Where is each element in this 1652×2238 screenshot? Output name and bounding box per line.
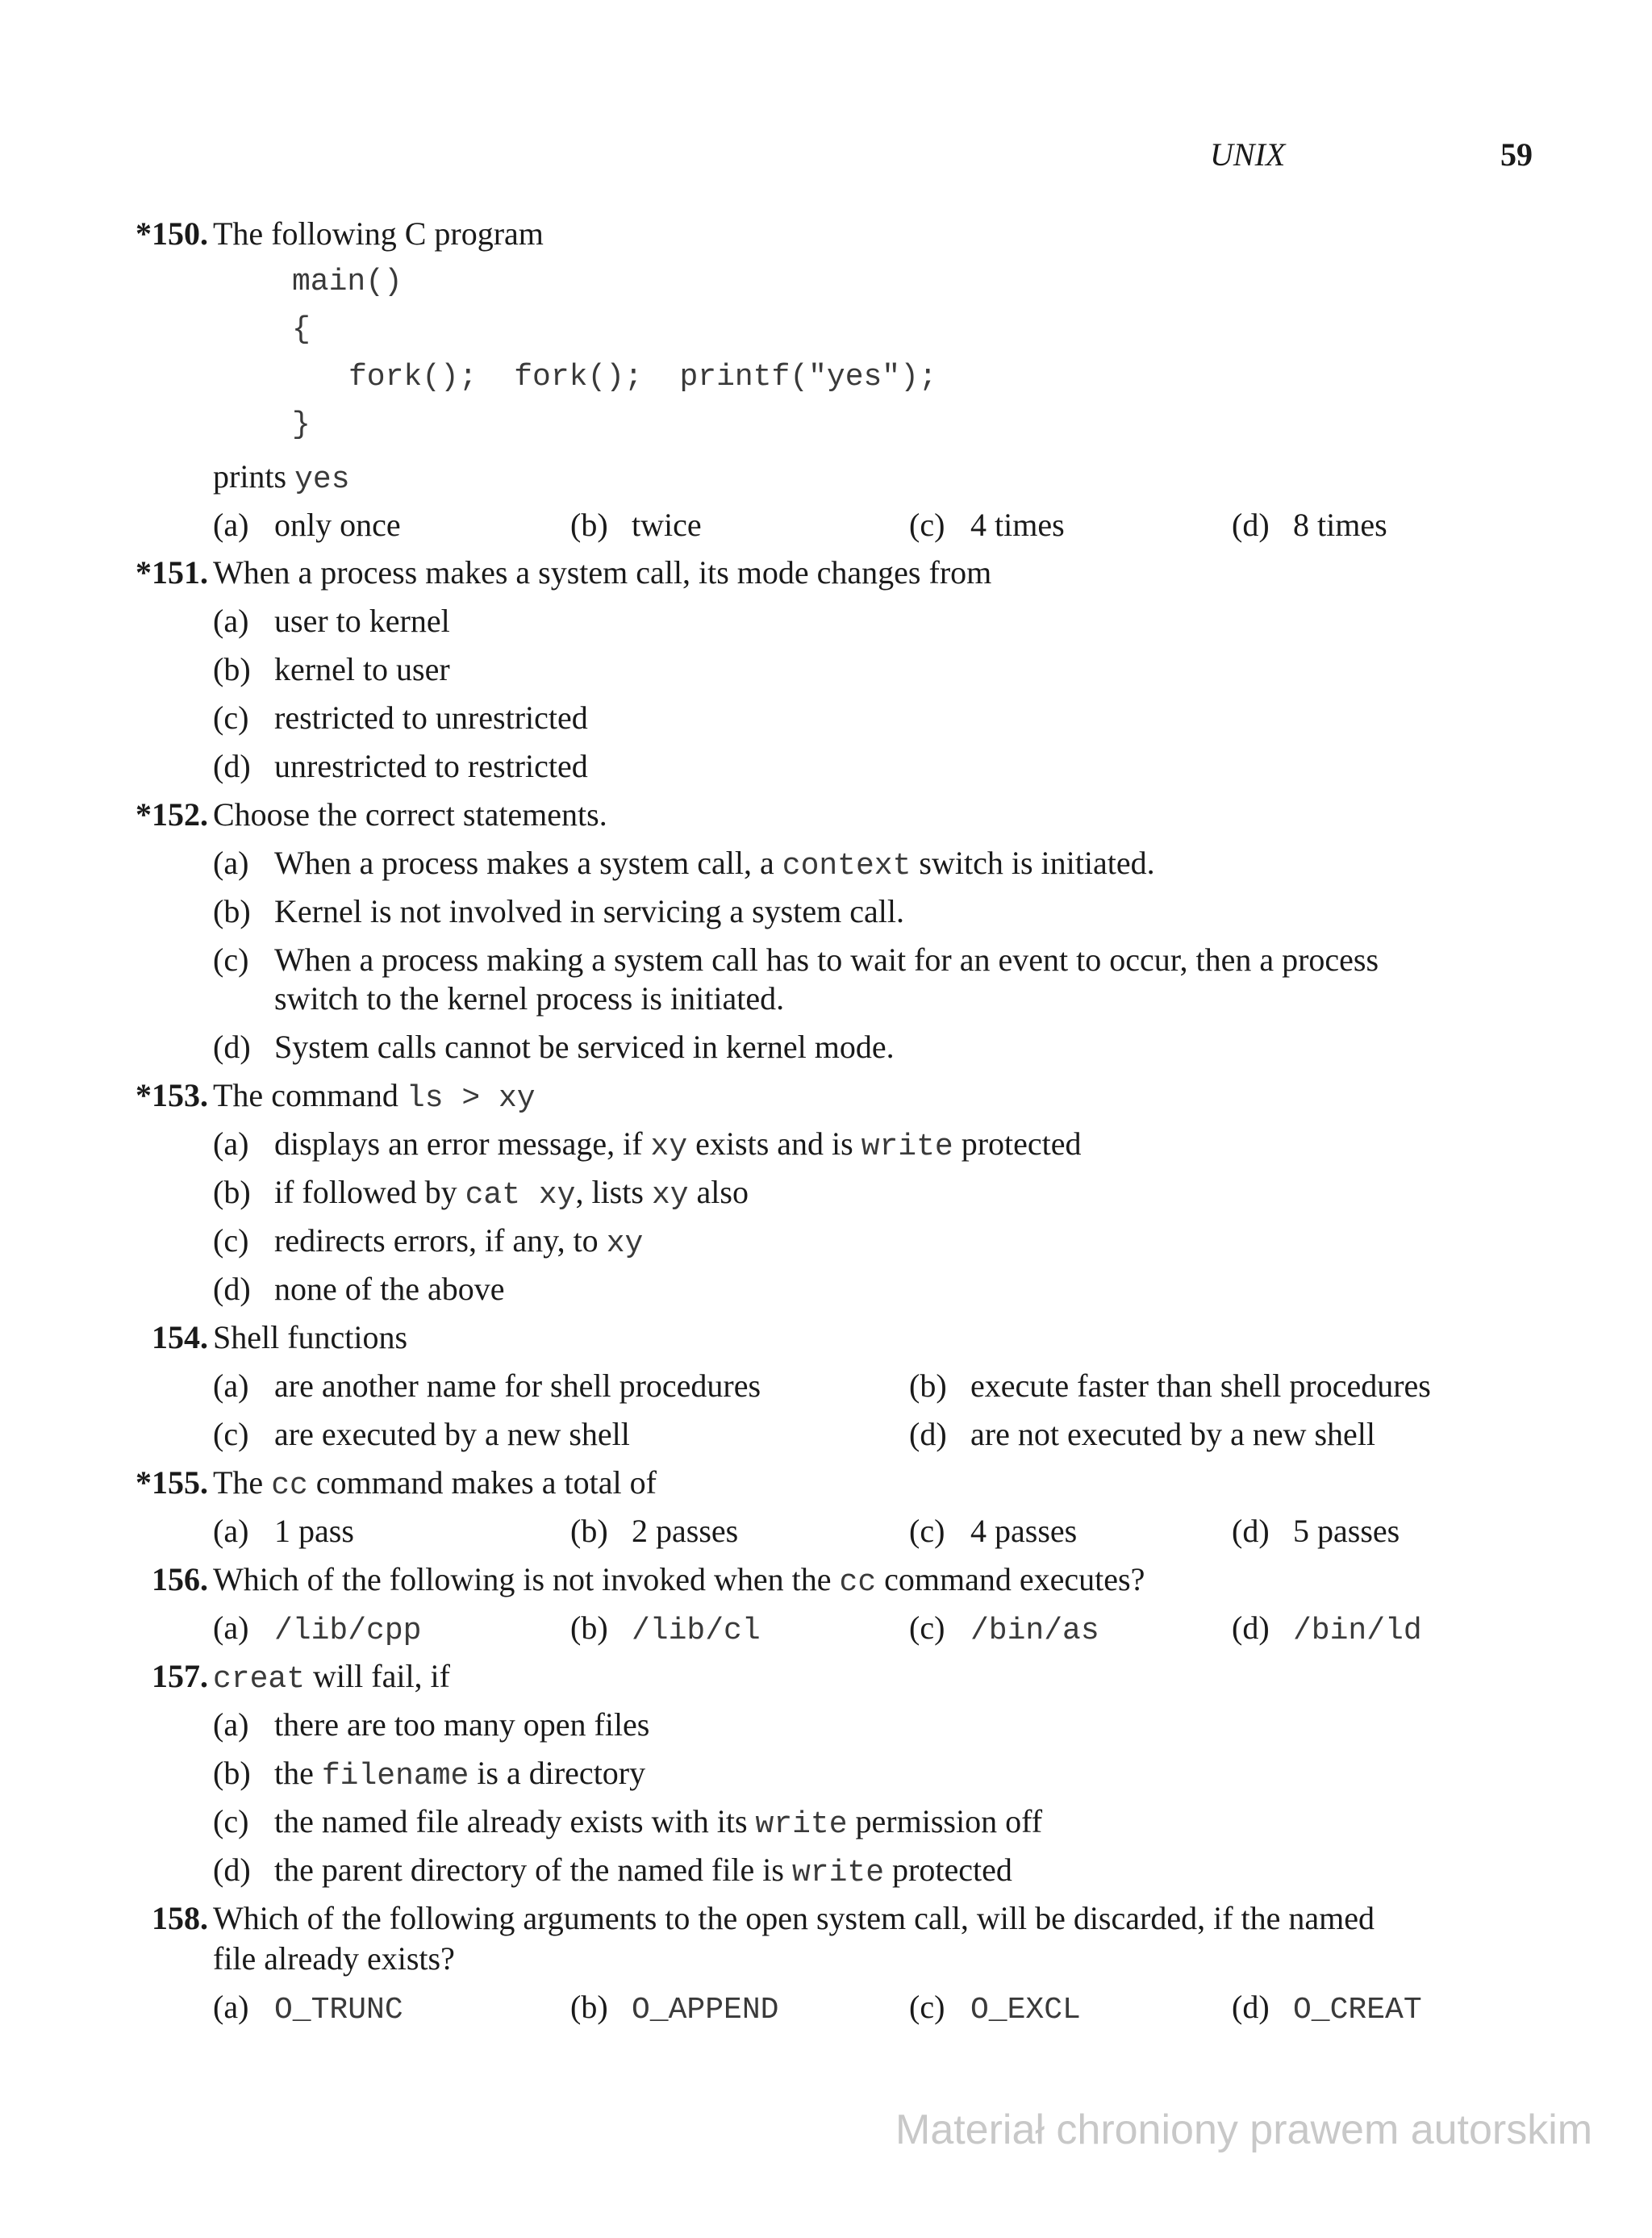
- option-a: (a) there are too many open files: [213, 1706, 650, 1743]
- question-number: *151.: [136, 554, 208, 591]
- option-c: (c) 4 times: [909, 507, 1065, 543]
- option-a: (a) only once: [213, 507, 401, 543]
- option-b: (b) if followed by cat xy, lists xy also: [213, 1174, 749, 1213]
- question-text: The following C program: [213, 215, 544, 252]
- option-d: (d) none of the above: [213, 1271, 505, 1307]
- option-a: (a) user to kernel: [213, 603, 450, 639]
- question-number: *150.: [136, 215, 208, 252]
- question-number: 156.: [152, 1561, 208, 1597]
- option-a: (a) O_TRUNC: [213, 1989, 403, 2027]
- question-text: The command ls > xy: [213, 1077, 536, 1116]
- question-text: When a process makes a system call, its mode changes from: [213, 554, 992, 591]
- options-row: [213, 1987, 1625, 2027]
- question-number: *152.: [136, 796, 208, 833]
- option-b: (b) /lib/cl: [570, 1610, 761, 1648]
- running-head-section: UNIX: [1210, 136, 1286, 173]
- option-b: (b) Kernel is not involved in servicing a system call.: [213, 893, 904, 929]
- question-text: Shell functions: [213, 1319, 408, 1355]
- options-row: [213, 1511, 1625, 1551]
- option-b: (b) kernel to user: [213, 651, 450, 687]
- question-number: 157.: [152, 1658, 208, 1694]
- question-number: *155.: [136, 1464, 208, 1501]
- question-number: 154.: [152, 1319, 208, 1355]
- option-a: (a) 1 pass: [213, 1513, 354, 1549]
- question-text: The cc command makes a total of: [213, 1464, 657, 1503]
- code-line: {: [292, 312, 311, 347]
- option-c: (c) restricted to unrestricted: [213, 699, 588, 736]
- option-d: (d) O_CREAT: [1232, 1989, 1422, 2027]
- code-line: main(): [292, 265, 403, 299]
- option-c: (c) 4 passes: [909, 1513, 1078, 1549]
- question-text: Choose the correct statements.: [213, 796, 607, 833]
- question-text: creat will fail, if: [213, 1658, 450, 1697]
- option-c-continuation: switch to the kernel process is initiated.: [274, 980, 785, 1017]
- option-c: (c) O_EXCL: [909, 1989, 1081, 2027]
- option-a: (a) /lib/cpp: [213, 1610, 422, 1648]
- option-c: (c) are executed by a new shell: [213, 1416, 630, 1452]
- option-b: (b) twice: [570, 507, 702, 543]
- option-d: (d) /bin/ld: [1232, 1610, 1422, 1648]
- option-b: (b) 2 passes: [570, 1513, 739, 1549]
- option-a: (a) When a process makes a system call, a context switch is initiated.: [213, 845, 1155, 883]
- prints-line: [213, 457, 350, 500]
- option-a: (a) are another name for shell procedures: [213, 1367, 761, 1404]
- option-b: (b) the filename is a directory: [213, 1755, 646, 1793]
- option-d: (d) 8 times: [1232, 507, 1387, 543]
- options-row: [213, 1608, 1625, 1648]
- option-c: (c) /bin/as: [909, 1610, 1099, 1648]
- options-row: [213, 1414, 1625, 1455]
- option-c: (c) redirects errors, if any, to xy: [213, 1222, 644, 1261]
- option-b: (b) execute faster than shell procedures: [909, 1367, 1431, 1404]
- option-d: (d) 5 passes: [1232, 1513, 1400, 1549]
- option-b: (b) O_APPEND: [570, 1989, 779, 2027]
- option-a: (a) displays an error message, if xy exists and is write protected: [213, 1125, 1082, 1164]
- options-row: [213, 1366, 1625, 1406]
- code-line: }: [292, 407, 311, 442]
- option-c: (c) the named file already exists with its write permission off: [213, 1803, 1043, 1842]
- code-line: fork(); fork(); printf("yes");: [348, 360, 937, 395]
- option-d: (d) unrestricted to restricted: [213, 748, 588, 784]
- option-d: (d) the parent directory of the named file is write protected: [213, 1852, 1012, 1890]
- question-text: Which of the following arguments to the open system call, will be discarded, if the named: [213, 1900, 1375, 1936]
- question-number: 158.: [152, 1900, 208, 1936]
- question-text-continuation: file already exists?: [213, 1940, 455, 1977]
- option-c: (c) When a process making a system call has to wait for an event to occur, then a process: [213, 942, 1379, 978]
- page-number: 59: [1500, 136, 1533, 173]
- option-d: (d) System calls cannot be serviced in kernel mode.: [213, 1029, 895, 1065]
- question-text: Which of the following is not invoked when the cc command executes?: [213, 1561, 1145, 1600]
- prints-code: yes: [294, 462, 350, 497]
- prints-label: prints: [213, 458, 287, 495]
- options-row: [213, 505, 1625, 545]
- option-d: (d) are not executed by a new shell: [909, 1416, 1376, 1452]
- question-number: *153.: [136, 1077, 208, 1113]
- copyright-watermark: Materiał chroniony prawem autorskim: [895, 2106, 1593, 2153]
